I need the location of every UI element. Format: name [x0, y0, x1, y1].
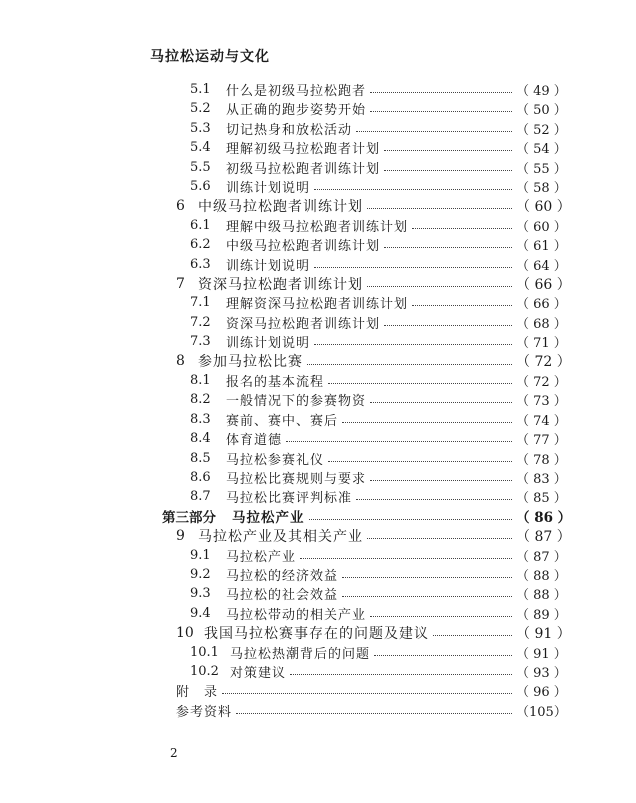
- toc-entry-page: （ 72 ）: [516, 375, 567, 390]
- toc-entry-number: 6.1: [190, 217, 211, 233]
- toc-entry-title: 切记热身和放松活动: [226, 122, 353, 138]
- toc-entry-page: （ 55 ）: [516, 161, 567, 177]
- toc-entry-number: 10: [176, 624, 194, 641]
- toc-entry-page: （ 60 ）: [516, 198, 571, 215]
- dot-leader: [370, 92, 512, 93]
- toc-entry-page: （ 60 ）: [516, 219, 567, 235]
- page-number: 2: [170, 746, 178, 760]
- toc-entry: [190, 332, 567, 352]
- toc-entry-page: （ 78 ）: [516, 452, 567, 468]
- dot-leader: [384, 170, 512, 171]
- toc-entry-page: （ 96 ）: [516, 685, 567, 701]
- toc-entry-page: （ 85 ）: [516, 491, 567, 507]
- toc-entry: [190, 410, 567, 429]
- toc-entry-page: （ 61 ）: [516, 239, 567, 255]
- toc-entry: [190, 216, 567, 235]
- toc-entry-title: 中级马拉松跑者训练计划: [198, 198, 363, 215]
- toc-entry-number: 6.3: [190, 256, 211, 272]
- toc-entry-number: 8.1: [190, 373, 211, 388]
- toc-entry-title: 马拉松比赛评判标准: [226, 491, 353, 507]
- dot-leader: [314, 267, 512, 268]
- dot-leader: [367, 208, 512, 209]
- toc-entry: [190, 643, 567, 662]
- toc-entry-page: （ 89 ）: [516, 607, 567, 623]
- toc-entry-title: 中级马拉松跑者训练计划: [226, 239, 381, 255]
- toc-entry-page: （ 66 ）: [516, 276, 571, 293]
- toc-entry-title: 马拉松参赛礼仪: [226, 452, 325, 468]
- toc-entry: [190, 584, 567, 604]
- dot-leader: [370, 402, 512, 403]
- toc-entry-number: 8.4: [190, 431, 211, 447]
- toc-entry-page: （ 74 ）: [516, 413, 567, 429]
- toc-entry-title: 训练计划说明: [226, 181, 311, 196]
- dot-leader: [384, 325, 512, 326]
- dot-leader: [342, 422, 512, 423]
- toc-entry: [176, 701, 567, 720]
- toc-entry-title: 马拉松产业: [226, 549, 297, 565]
- toc-entry-number: 6: [176, 197, 185, 214]
- toc-entry: [190, 119, 567, 138]
- toc-entry-number: 9.2: [190, 567, 211, 582]
- dot-leader: [328, 383, 512, 384]
- toc-entry-title: 赛前、赛中、赛后: [226, 413, 339, 429]
- toc-entry-number: 第三部分: [162, 510, 216, 527]
- dot-leader: [342, 577, 512, 578]
- toc-entry-number: 7: [176, 275, 185, 292]
- toc-entry-title: 训练计划说明: [226, 336, 311, 352]
- dot-leader: [370, 616, 512, 617]
- toc-entry-title: 资深马拉松跑者训练计划: [226, 316, 381, 332]
- toc-entry-number: 8: [176, 353, 185, 370]
- toc-entry-number: 9: [176, 527, 185, 544]
- toc-entry-page: （ 77 ）: [516, 433, 567, 449]
- toc-entry: [190, 99, 567, 119]
- dot-leader: [342, 596, 512, 597]
- dot-leader: [356, 499, 512, 500]
- dot-leader: [222, 693, 512, 694]
- dot-leader: [286, 441, 512, 442]
- toc-entry-number: 7.1: [190, 295, 211, 311]
- toc-entry: [190, 158, 567, 177]
- toc-entry-title: 我国马拉松赛事存在的问题及建议: [204, 625, 429, 642]
- toc-entry: [176, 196, 571, 215]
- dot-leader: [309, 519, 513, 520]
- toc-entry-page: （ 83 ）: [516, 472, 567, 487]
- toc-entry-page: （ 93 ）: [516, 666, 567, 681]
- toc-entry-page: （ 88 ）: [516, 569, 567, 584]
- toc-entry: [190, 313, 567, 332]
- dot-leader: [433, 635, 512, 636]
- dot-leader: [412, 305, 512, 306]
- dot-leader: [367, 538, 512, 539]
- dot-leader: [370, 480, 512, 481]
- toc-entry: [190, 390, 567, 410]
- toc-entry-page: （ 68 ）: [516, 316, 567, 332]
- toc-entry-page: （105）: [516, 704, 567, 720]
- toc-entry-title: 马拉松的经济效益: [226, 569, 339, 584]
- toc-entry: [162, 507, 572, 527]
- toc-entry-page: （ 87 ）: [516, 549, 567, 565]
- toc-entry: [190, 80, 567, 99]
- toc-entry-page: （ 71 ）: [516, 336, 567, 352]
- toc-entry: [190, 138, 567, 158]
- toc-entry: [190, 662, 567, 681]
- toc-entry: [176, 623, 571, 642]
- toc-entry-title: 参考资料: [176, 704, 233, 720]
- dot-leader: [328, 461, 512, 462]
- toc-entry: [176, 526, 571, 545]
- toc-entry-number: 10.2: [190, 664, 219, 679]
- toc-entry-title: 理解初级马拉松跑者计划: [226, 142, 381, 158]
- toc-entry: [190, 255, 567, 274]
- toc-entry-page: （ 64 ）: [516, 258, 567, 274]
- toc-entry: [190, 604, 567, 623]
- toc-entry: [190, 371, 567, 390]
- toc-entry-page: （ 91 ）: [516, 646, 567, 662]
- toc-entry-page: （ 87 ）: [516, 528, 571, 545]
- toc-entry-page: （ 73 ）: [516, 394, 567, 410]
- toc-entry-title: 马拉松比赛规则与要求: [226, 472, 367, 487]
- toc-entry-title: 理解资深马拉松跑者训练计划: [226, 297, 409, 313]
- dot-leader: [307, 364, 512, 365]
- toc-entry-number: 5.6: [190, 179, 211, 194]
- toc-entry: [190, 429, 567, 449]
- toc-entry-number: 9.1: [190, 547, 211, 563]
- toc-entry-number: 8.2: [190, 392, 211, 408]
- toc-entry-title: 马拉松产业: [232, 510, 305, 527]
- toc-entry: [176, 352, 571, 371]
- dot-leader: [290, 674, 512, 675]
- toc-entry-title: 理解中级马拉松跑者训练计划: [226, 219, 409, 235]
- toc-entry-page: （ 88 ）: [516, 588, 567, 604]
- toc-entry-number: 8.7: [190, 489, 211, 505]
- toc-entry-title: 马拉松的社会效益: [226, 588, 339, 604]
- toc-entry: [190, 293, 567, 313]
- dot-leader: [367, 286, 512, 287]
- dot-leader: [412, 228, 512, 229]
- toc-entry-page: （ 52 ）: [516, 122, 567, 138]
- toc-entry-number: 6.2: [190, 237, 211, 253]
- toc-entry-number: 5.3: [190, 120, 211, 136]
- dot-leader: [236, 713, 512, 714]
- toc-entry-title: 一般情况下的参赛物资: [226, 394, 367, 410]
- toc-entry-number: 7.3: [190, 334, 211, 350]
- toc-entry-title: 体育道德: [226, 433, 283, 449]
- dot-leader: [384, 247, 512, 248]
- toc-entry-number: 8.5: [190, 450, 211, 466]
- toc-entry-number: 10.1: [190, 644, 219, 660]
- toc-entry-page: （ 66 ）: [516, 297, 567, 313]
- toc-entry-title: 附 录: [176, 685, 219, 701]
- toc-entry-number: 5.2: [190, 101, 211, 117]
- dot-leader: [374, 655, 512, 656]
- toc-entry: [190, 468, 567, 487]
- toc-entry-page: （ 58 ）: [516, 181, 567, 196]
- toc-entry: [190, 565, 567, 584]
- dot-leader: [356, 131, 512, 132]
- toc-entry-title: 马拉松带动的相关产业: [226, 607, 367, 623]
- dot-leader: [384, 150, 512, 151]
- toc-entry-page: （ 91 ）: [516, 625, 571, 642]
- toc-entry-title: 什么是初级马拉松跑者: [226, 84, 367, 99]
- toc-entry-title: 报名的基本流程: [226, 375, 325, 390]
- toc-entry-title: 参加马拉松比赛: [198, 354, 303, 371]
- toc-entry-page: （ 72 ）: [516, 354, 571, 371]
- toc-entry-title: 马拉松产业及其相关产业: [198, 528, 363, 545]
- toc-entry-title: 训练计划说明: [226, 258, 311, 274]
- toc-entry-title: 对策建议: [230, 666, 287, 681]
- toc-entry-title: 资深马拉松跑者训练计划: [198, 276, 363, 293]
- toc-entry-title: 初级马拉松跑者训练计划: [226, 161, 381, 177]
- toc-entry: [190, 546, 567, 565]
- toc-entry-title: 从正确的跑步姿势开始: [226, 103, 367, 119]
- toc-entry: [190, 177, 567, 196]
- toc-entry-number: 7.2: [190, 314, 211, 330]
- toc-entry: [176, 681, 567, 701]
- toc-entry: [190, 235, 567, 255]
- running-head: 马拉松运动与文化: [150, 49, 270, 65]
- toc-entry-number: 9.4: [190, 605, 211, 621]
- dot-leader: [300, 558, 512, 559]
- toc-entry-title: 马拉松热潮背后的问题: [230, 646, 371, 662]
- toc-entry-number: 8.6: [190, 470, 211, 485]
- toc-entry-number: 5.5: [190, 159, 211, 175]
- toc-entry-number: 9.3: [190, 586, 211, 602]
- dot-leader: [370, 111, 512, 112]
- toc-entry: [176, 274, 571, 293]
- toc-entry: [190, 487, 567, 507]
- toc-entry: [190, 449, 567, 468]
- toc-entry-number: 5.1: [190, 82, 211, 97]
- toc-entry-number: 8.3: [190, 411, 211, 427]
- toc-entry-page: （ 49 ）: [516, 84, 567, 99]
- toc-entry-number: 5.4: [190, 140, 211, 156]
- toc-entry-page: （ 54 ）: [516, 142, 567, 158]
- dot-leader: [314, 344, 512, 345]
- dot-leader: [314, 189, 512, 190]
- toc-entry-page: （ 86 ）: [516, 510, 572, 527]
- toc-entry-page: （ 50 ）: [516, 103, 567, 119]
